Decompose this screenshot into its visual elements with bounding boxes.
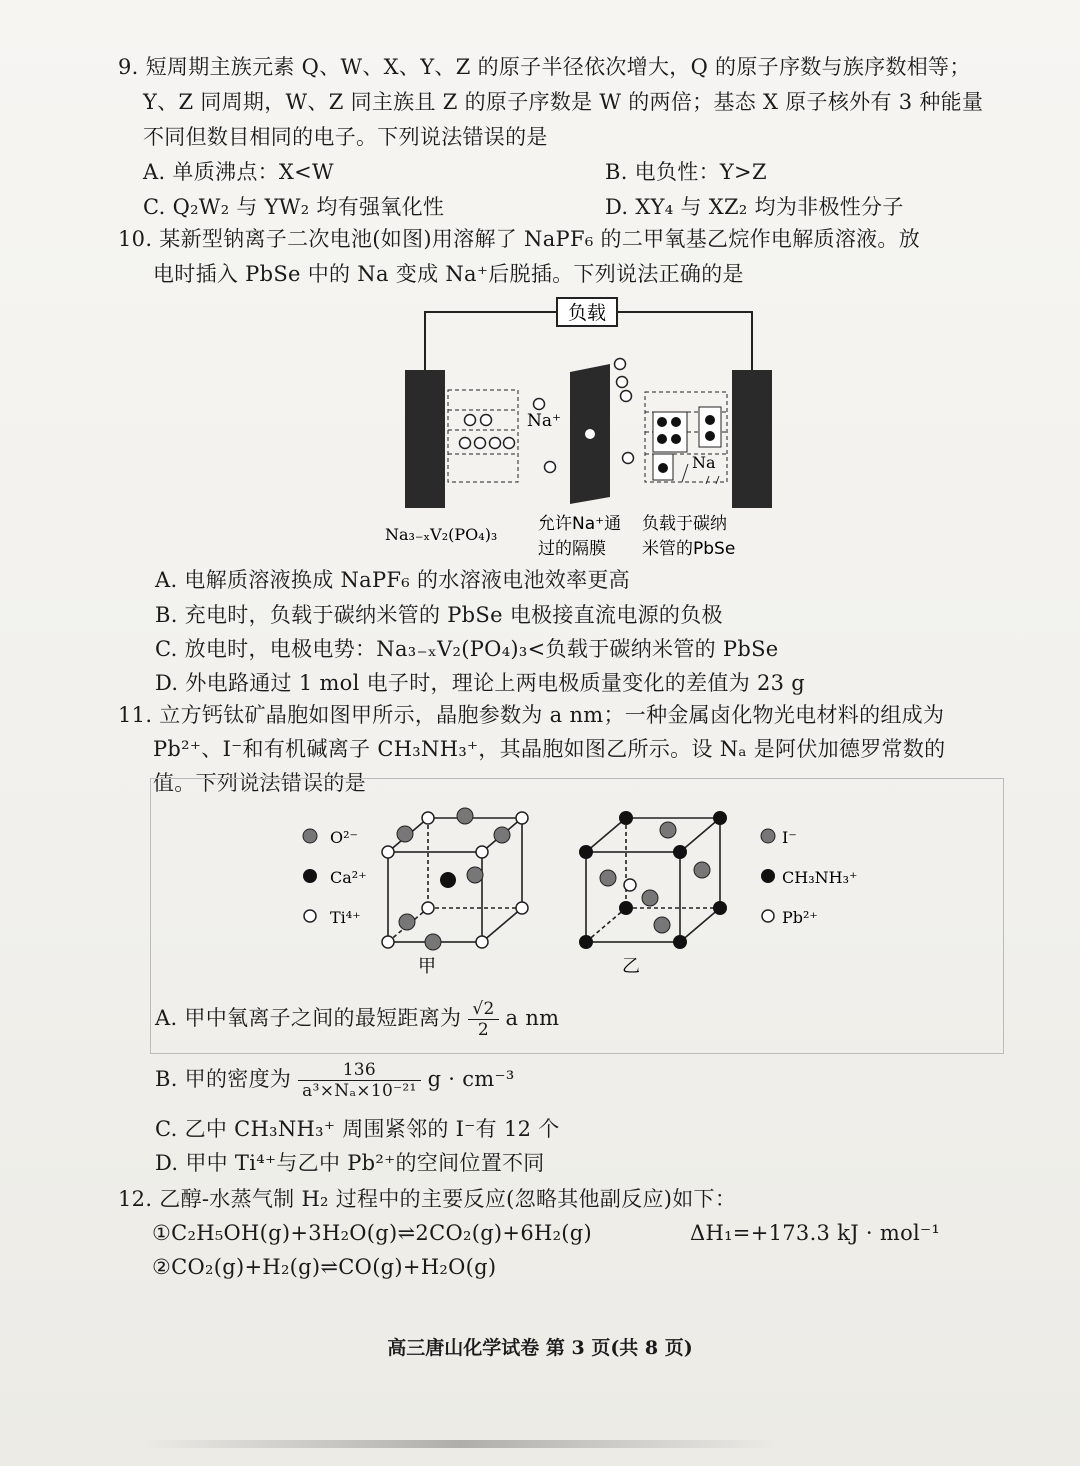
legend-o-dot bbox=[303, 829, 317, 843]
anode-label-line2: 米管的PbSe bbox=[642, 539, 736, 559]
q11-option-a bbox=[155, 996, 559, 1040]
q11-option-a-suffix: a nm bbox=[505, 1006, 560, 1030]
legend-i-dot bbox=[761, 829, 775, 843]
q9-option-d: D. XY₄ 与 XZ₂ 均为非极性分子 bbox=[605, 195, 904, 219]
anode-label-line1: 负载于碳纳 bbox=[642, 514, 727, 534]
left-wire bbox=[425, 312, 557, 372]
cell-jia-atoms bbox=[382, 808, 528, 950]
legend-ti-dot bbox=[304, 910, 316, 922]
q12-reaction-1-enthalpy: ΔH₁=+173.3 kJ · mol⁻¹ bbox=[690, 1221, 941, 1245]
q11-option-c: C. 乙中 CH₃NH₃⁺ 周围紧邻的 I⁻有 12 个 bbox=[155, 1117, 560, 1141]
q11-option-d: D. 甲中 Ti⁴⁺与乙中 Pb²⁺的空间位置不同 bbox=[155, 1151, 545, 1175]
q11-option-a-prefix: A. 甲中氧离子之间的最短距离为 bbox=[155, 1006, 462, 1030]
q11-option-b-numerator: 136 bbox=[298, 1060, 420, 1081]
q12-reaction-2: ②CO₂(g)+H₂(g)⇌CO(g)+H₂O(g) bbox=[152, 1255, 497, 1279]
q12-reaction-1: ①C₂H₅OH(g)+3H₂O(g)⇌2CO₂(g)+6H₂(g) bbox=[152, 1221, 593, 1245]
legend-ch3nh3-label: CH₃NH₃⁺ bbox=[782, 868, 858, 887]
q10-option-d: D. 外电路通过 1 mol 电子时，理论上两电极质量变化的差值为 23 g bbox=[155, 671, 806, 695]
membrane-label-line2: 过的隔膜 bbox=[538, 539, 606, 559]
q11-option-b-denominator: a³×Nₐ×10⁻²¹ bbox=[302, 1081, 417, 1101]
q11-option-b-suffix: g · cm⁻³ bbox=[427, 1067, 515, 1091]
paper-bottom-shadow bbox=[140, 1440, 780, 1448]
label-jia: 甲 bbox=[418, 956, 436, 977]
q10-option-b: B. 充电时，负载于碳纳米管的 PbSe 电极接直流电源的负极 bbox=[155, 603, 723, 627]
q9-stem-line3: 不同但数目相同的电子。下列说法错误的是 bbox=[143, 125, 548, 149]
q9-option-a: A. 单质沸点：X<W bbox=[143, 160, 334, 184]
q10-stem-line1: 10. 某新型钠离子二次电池(如图)用溶解了 NaPF₆ 的二甲氧基乙烷作电解质溶液。放 bbox=[118, 227, 921, 251]
legend-ca-label: Ca²⁺ bbox=[330, 868, 367, 887]
legend-o-label: O²⁻ bbox=[330, 828, 358, 847]
legend-pb-label: Pb²⁺ bbox=[782, 908, 818, 927]
right-wire bbox=[617, 312, 752, 372]
q10-option-c: C. 放电时，电极电势：Na₃₋ₓV₂(PO₄)₃<负载于碳纳米管的 PbSe bbox=[155, 637, 779, 661]
na-metal-label: Na bbox=[692, 453, 716, 472]
cathode-label: Na₃₋ₓV₂(PO₄)₃ bbox=[385, 525, 498, 544]
q11-option-a-denominator: 2 bbox=[477, 1020, 489, 1040]
q11-option-b-fraction bbox=[298, 1060, 420, 1101]
q11-option-a-fraction bbox=[468, 999, 498, 1040]
na-ion-in-membrane bbox=[585, 429, 595, 439]
cathode-na-ions bbox=[460, 415, 515, 449]
na-ion-label: Na⁺ bbox=[527, 411, 561, 431]
q10-stem-line2: 电时插入 PbSe 中的 Na 变成 Na⁺后脱插。下列说法正确的是 bbox=[153, 262, 744, 286]
q11-stem-line2: Pb²⁺、I⁻和有机碱离子 CH₃NH₃⁺，其晶胞如图乙所示。设 Nₐ 是阿伏加德罗常数的 bbox=[153, 737, 946, 761]
legend-ch3nh3-dot bbox=[761, 869, 775, 883]
q9-option-b: B. 电负性：Y>Z bbox=[605, 160, 767, 184]
q11-option-b bbox=[155, 1056, 515, 1102]
left-electrode bbox=[405, 370, 445, 508]
legend-ti-label: Ti⁴⁺ bbox=[330, 908, 361, 927]
legend-i-label: I⁻ bbox=[782, 828, 797, 847]
q10-option-a: A. 电解质溶液换成 NaPF₆ 的水溶液电池效率更高 bbox=[155, 568, 630, 592]
right-electrode bbox=[732, 370, 772, 508]
q11-option-b-prefix: B. 甲的密度为 bbox=[155, 1067, 292, 1091]
legend-ca-dot bbox=[303, 869, 317, 883]
q11-option-a-numerator: √2 bbox=[468, 999, 498, 1020]
page-footer: 高三唐山化学试卷 第 3 页(共 8 页) bbox=[387, 1337, 693, 1359]
load-label: 负载 bbox=[567, 302, 607, 324]
q9-stem-line1: 9. 短周期主族元素 Q、W、X、Y、Z 的原子半径依次增大，Q 的原子序数与族序数相等； bbox=[118, 55, 971, 79]
q9-stem-line2: Y、Z 同周期，W、Z 同主族且 Z 的原子序数是 W 的两倍；基态 X 原子核外有 3 种能量 bbox=[143, 90, 984, 114]
label-yi: 乙 bbox=[622, 956, 640, 977]
q9-option-c: C. Q₂W₂ 与 YW₂ 均有强氧化性 bbox=[143, 195, 445, 219]
cathode-layers bbox=[448, 390, 518, 482]
battery-diagram bbox=[370, 292, 800, 564]
crystal-cells-diagram bbox=[290, 800, 858, 980]
q12-stem: 12. 乙醇-水蒸气制 H₂ 过程中的主要反应(忽略其他副反应)如下： bbox=[118, 1187, 737, 1211]
q11-stem-line1: 11. 立方钙钛矿晶胞如图甲所示，晶胞参数为 a nm；一种金属卤化物光电材料的组成为 bbox=[118, 703, 945, 727]
membrane-label-line1: 允许Na⁺通 bbox=[538, 514, 622, 534]
legend-pb-dot bbox=[762, 910, 774, 922]
q11-stem-line3: 值。下列说法错误的是 bbox=[153, 771, 366, 795]
